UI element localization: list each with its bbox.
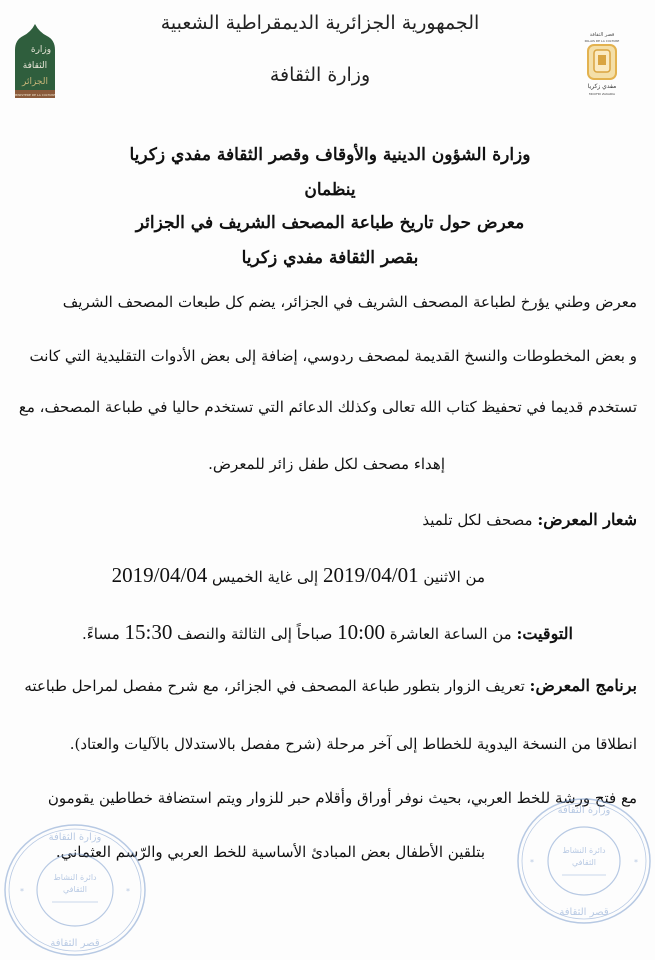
organize-verb-title: ينظمان xyxy=(304,180,356,200)
slogan-line xyxy=(422,510,637,529)
start-date: 2019/04/01 xyxy=(322,563,419,587)
svg-text:*: * xyxy=(634,858,638,867)
timing-from-text: من الساعة العاشرة xyxy=(385,625,517,643)
svg-text:*: * xyxy=(20,887,24,896)
ministry-of-culture-logo-icon xyxy=(11,22,59,108)
republic-header: الجمهورية الجزائرية الديمقراطية الشعبية xyxy=(160,12,480,34)
svg-text:الثقافي: الثقافي xyxy=(62,885,88,894)
description-line-2: و بعض المخطوطات والنسخ القديمة لمصحف ردوسي، إضافة إلى بعض الأدوات التقليدية التي كانت xyxy=(29,347,637,365)
dates-from-label: من الاثنين xyxy=(418,568,485,586)
timing-mid-text: صباحاً إلى الثالثة والنصف xyxy=(172,625,338,643)
description-line-3: تستخدم قديما في تحفيظ كتاب الله تعالى وكذلك الدعائم التي تستخدم حاليا في طباعة المصحف، مع xyxy=(18,398,637,416)
venue-title: بقصر الثقافة مفدي زكريا xyxy=(241,248,419,268)
timing-label: التوقيت: xyxy=(516,624,573,643)
end-time: 15:30 xyxy=(124,620,173,644)
svg-text:قصر الثقافة: قصر الثقافة xyxy=(589,32,615,38)
svg-text:الثقافي: الثقافي xyxy=(571,858,597,867)
svg-text:قصر الثقافة: قصر الثقافة xyxy=(50,938,100,949)
ministry-header: وزارة الثقافة xyxy=(269,64,371,86)
program-label: برنامج المعرض: xyxy=(529,676,637,695)
official-stamp-left-icon xyxy=(2,822,148,958)
svg-text:PALAIS DE LA CULTURE: PALAIS DE LA CULTURE xyxy=(584,39,620,43)
svg-text:دائرة النشاط: دائرة النشاط xyxy=(53,873,97,882)
start-time: 10:00 xyxy=(337,620,386,644)
official-stamp-right-icon xyxy=(504,795,654,930)
svg-text:الجزائر: الجزائر xyxy=(22,77,48,87)
program-line-1 xyxy=(24,676,637,695)
dates-to-label: إلى غاية الخميس xyxy=(207,568,323,586)
organizers-title: وزارة الشؤون الدينية والأوقاف وقصر الثقافة مفدي زكريا xyxy=(129,145,531,165)
program-line-4: بتلقين الأطفال بعض المبادئ الأساسية للخط العربي والرّسم العثماني. xyxy=(55,843,485,861)
svg-text:MOUFDI ZAKARIA: MOUFDI ZAKARIA xyxy=(588,92,616,96)
slogan-label: شعار المعرض: xyxy=(537,510,637,529)
description-line-1: معرض وطني يؤرخ لطباعة المصحف الشريف في الجزائر، يضم كل طبعات المصحف الشريف xyxy=(62,293,637,311)
program-line-2: انطلاقا من النسخة اليدوية للخطاط إلى آخر مرحلة (شرح مفصل بالاستدلال بالآليات والعتاد). xyxy=(69,735,637,753)
svg-text:مفدي زكريا: مفدي زكريا xyxy=(587,83,617,90)
svg-text:الثقافة: الثقافة xyxy=(22,61,48,71)
svg-text:*: * xyxy=(126,887,130,896)
svg-text:دائرة النشاط: دائرة النشاط xyxy=(562,846,606,855)
description-line-4: إهداء مصحف لكل طفل زائر للمعرض. xyxy=(208,455,445,473)
exhibition-title: معرض حول تاريخ طباعة المصحف الشريف في الجزائر xyxy=(135,213,525,233)
slogan-value: مصحف لكل تلميذ xyxy=(422,511,538,529)
program-text-1: تعريف الزوار بتطور طباعة المصحف في الجزائر، مع شرح مفصل لمراحل طباعته xyxy=(24,677,530,695)
svg-text:MINISTERE DE LA CULTURE: MINISTERE DE LA CULTURE xyxy=(14,93,56,97)
palais-de-la-culture-logo-icon xyxy=(578,30,626,102)
svg-text:وزارة: وزارة xyxy=(30,45,52,55)
svg-text:*: * xyxy=(530,858,534,867)
timing-end-text: مساءً. xyxy=(81,625,125,643)
timing-line xyxy=(82,620,573,645)
svg-text:وزارة الثقافة: وزارة الثقافة xyxy=(48,832,102,843)
program-line-3: مع فتح ورشة للخط العربي، بحيث نوفر أوراق وأقلام حبر للزوار ويتم استضافة خطاطين يقومون xyxy=(47,789,637,807)
end-date: 2019/04/04 xyxy=(111,563,208,587)
svg-text:وزارة الثقافة: وزارة الثقافة xyxy=(557,805,611,816)
svg-text:قصر الثقافة: قصر الثقافة xyxy=(559,907,609,918)
dates-line xyxy=(112,563,485,588)
